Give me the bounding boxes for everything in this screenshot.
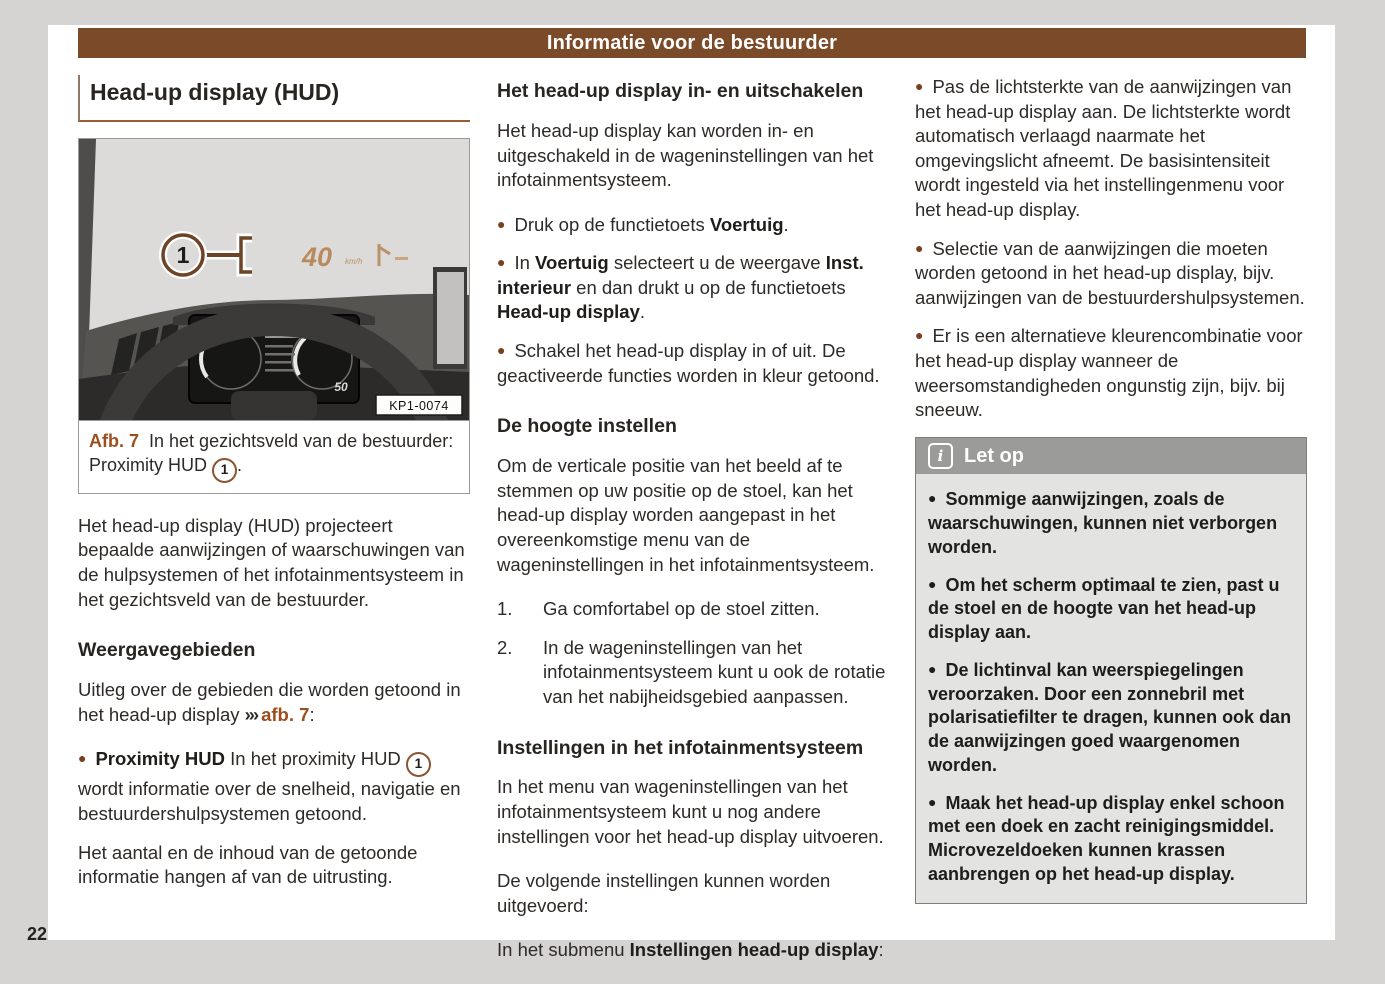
colors-text: Er is een alternatieve kleurencombinatie voor het head-up display wanneer de weersomstandigheden ongunstig zijn, bijv. bij sneeuw. — [915, 325, 1303, 421]
submenu-label: Instellingen head-up display — [629, 939, 879, 961]
step-bullet-2 — [497, 251, 889, 325]
voertuig-key-label: Voertuig — [535, 252, 609, 274]
step-bullet-3 — [497, 339, 889, 388]
infotainment-screen — [437, 272, 464, 364]
note-title: Let op — [964, 444, 1024, 467]
bullet-icon: ● — [497, 215, 506, 232]
note-item — [928, 488, 1294, 559]
hud-illustration — [79, 139, 469, 420]
proximity-hud-text-1: In het proximity HUD — [225, 748, 406, 770]
figure-caption-period: . — [237, 454, 243, 475]
equipment-note-paragraph: Het aantal en de inhoud van de getoonde informatie hangen af van de uitrusting. — [78, 841, 418, 888]
submenu-text: In het submenu — [497, 939, 630, 961]
note-item-text: De lichtinval kan weerspiegelingen veroorzaken. Door een zonnebril met polarisatiefilter te dragen, kunnen ook dan de aanwijzingen goed waargenomen worden. — [928, 659, 1292, 775]
bullet-icon: ● — [928, 575, 937, 592]
subheading-display-areas: Weergavegebieden — [78, 639, 256, 662]
note-item-text: Maak het head-up display enkel schoon met een doek en zacht reinigingsmiddel. Microvezeldoeken kunnen krassen aanbrengen op het head-up display. — [928, 792, 1285, 884]
cluster-speed-value: 50 — [334, 379, 348, 394]
proximity-hud-term: Proximity HUD — [95, 748, 225, 770]
areas-text: Uitleg over de gebieden die worden getoond in het head-up display — [78, 679, 461, 725]
figure-7 — [78, 138, 470, 494]
submenu-colon: : — [878, 939, 884, 961]
proximity-hud-bullet — [78, 747, 470, 826]
note-item-text: Om het scherm optimaal te zien, past u de stoel en de hoogte van het head-up display aan. — [928, 574, 1280, 643]
settings-paragraph-2: De volgende instellingen kunnen worden uitgevoerd: — [497, 870, 831, 916]
setting-bullet-colors — [915, 324, 1307, 422]
figure-caption-text: In het gezichtsveld van de bestuurder: Proximity HUD — [89, 430, 454, 475]
right-column — [915, 75, 1307, 904]
proximity-hud-text-2: wordt informatie over de snelheid, navigatie en bestuurdershulpsystemen getoond. — [78, 778, 461, 824]
step1-text: Druk op de functietoets — [514, 213, 710, 235]
bullet-icon: ● — [78, 750, 87, 767]
step-text: Ga comfortabel op de stoel zitten. — [543, 598, 820, 620]
step2-text-3: en dan drukt u op de functietoets — [571, 276, 846, 298]
note-box — [915, 437, 1307, 904]
heading-settings: Instellingen in het infotainmentsysteem — [497, 736, 864, 759]
selection-text: Selectie van de aanwijzingen die moeten worden getoond in het head-up display, bijv. aanwijzingen van de bestuurdershulpsystemen. — [915, 237, 1305, 308]
bullet-icon: ● — [928, 490, 937, 507]
figure-caption — [79, 420, 469, 493]
section-title: Head-up display (HUD) — [78, 75, 470, 122]
note-item — [928, 792, 1294, 887]
note-item — [928, 659, 1294, 778]
heading-onoff: Het head-up display in- en uitschakelen — [497, 80, 864, 102]
step1-period: . — [783, 213, 789, 235]
bullet-icon: ● — [928, 793, 937, 810]
bullet-icon: ● — [928, 660, 937, 677]
headup-display-key-label: Head-up display — [497, 301, 640, 323]
step-bullet-1 — [497, 213, 889, 238]
step2-text-1: In — [514, 252, 536, 274]
image-code-label — [376, 395, 462, 415]
height-paragraph: Om de verticale positie van het beeld af te stemmen op uw positie op de stoel, kan het head-up display worden aangepast in het overeenkomstige menu van de wageninstellingen in het infotainmentsysteem. — [497, 455, 875, 575]
manual-page — [48, 25, 1335, 961]
onoff-paragraph: Het head-up display kan worden in- en uitgeschakeld in de wageninstellingen van het infotainmentsysteem. — [497, 119, 874, 191]
image-code: KP1-0074 — [389, 398, 449, 413]
note-body — [916, 474, 1306, 902]
step2-text-2: selecteert u de weergave — [608, 252, 826, 274]
intro-paragraph: Het head-up display (HUD) projecteert bepaalde aanwijzingen of waarschuwingen van de hulpsystemen of het infotainmentsysteem in het gezichtsveld van de bestuurder. — [78, 514, 465, 610]
numbered-step-1 — [497, 597, 889, 622]
info-icon: i — [928, 443, 953, 469]
note-item-text: Sommige aanwijzingen, zoals de waarschuwingen, kunnen niet verborgen worden. — [928, 489, 1278, 557]
numbered-step-2 — [497, 636, 889, 710]
heading-height: De hoogte instellen — [497, 415, 677, 438]
figure-label: Afb. 7 — [89, 430, 140, 451]
page-number: 22 — [27, 924, 48, 944]
numbered-steps — [497, 597, 889, 709]
chapter-header — [78, 28, 1306, 58]
step2-period: . — [639, 301, 646, 323]
setting-bullet-selection — [915, 237, 1307, 311]
step-number: 2. — [497, 636, 513, 658]
bullet-icon: ● — [497, 254, 506, 271]
chevrons-icon: ››› — [244, 703, 258, 725]
step-number: 1. — [497, 598, 513, 620]
setting-bullet-brightness — [915, 75, 1307, 223]
bullet-icon: ● — [915, 78, 924, 94]
areas-colon: : — [309, 703, 315, 725]
step3-text: Schakel het head-up display in of uit. De geactiveerde functies worden in kleur getoond. — [497, 340, 880, 386]
hud-speed-unit: km/h — [345, 256, 363, 266]
callout-number: 1 — [176, 241, 190, 268]
chapter-title: Informatie voor de bestuurder — [546, 32, 838, 54]
circled-1-marker: 1 — [406, 752, 431, 777]
voertuig-key-label: Voertuig — [709, 213, 784, 235]
middle-column — [497, 75, 889, 983]
note-item — [928, 574, 1294, 645]
brightness-text: Pas de lichtsterkte van de aanwijzingen van het head-up display aan. De lichtsterkte wordt automatisch verlaagd naarmate het omgevingslicht afneemt. De basisintensiteit wordt ingesteld via het instellingenmenu voor het head-up display. — [915, 76, 1292, 220]
figure-reference-link[interactable]: afb. 7 — [261, 703, 310, 725]
note-header — [916, 438, 1306, 475]
areas-paragraph — [78, 678, 470, 727]
steering-wheel-hub — [231, 391, 317, 420]
circled-1-marker: 1 — [212, 458, 237, 483]
inst-interieur-label: Inst. interieur — [497, 252, 864, 298]
bullet-icon: ● — [915, 327, 924, 344]
hud-speed-value: 40 — [301, 241, 333, 272]
bullet-icon: ● — [497, 342, 506, 359]
bullet-icon: ● — [915, 239, 924, 256]
settings-paragraph-1: In het menu van wageninstellingen van het infotainmentsysteem kunt u nog andere instellingen voor het head-up display uitvoeren. — [497, 776, 884, 847]
step-text: In de wageninstellingen van het infotainmentsysteem kunt u ook de rotatie van het nabijheidsgebied aanpassen. — [543, 636, 886, 707]
submenu-paragraph — [497, 938, 889, 963]
left-column — [78, 75, 470, 910]
